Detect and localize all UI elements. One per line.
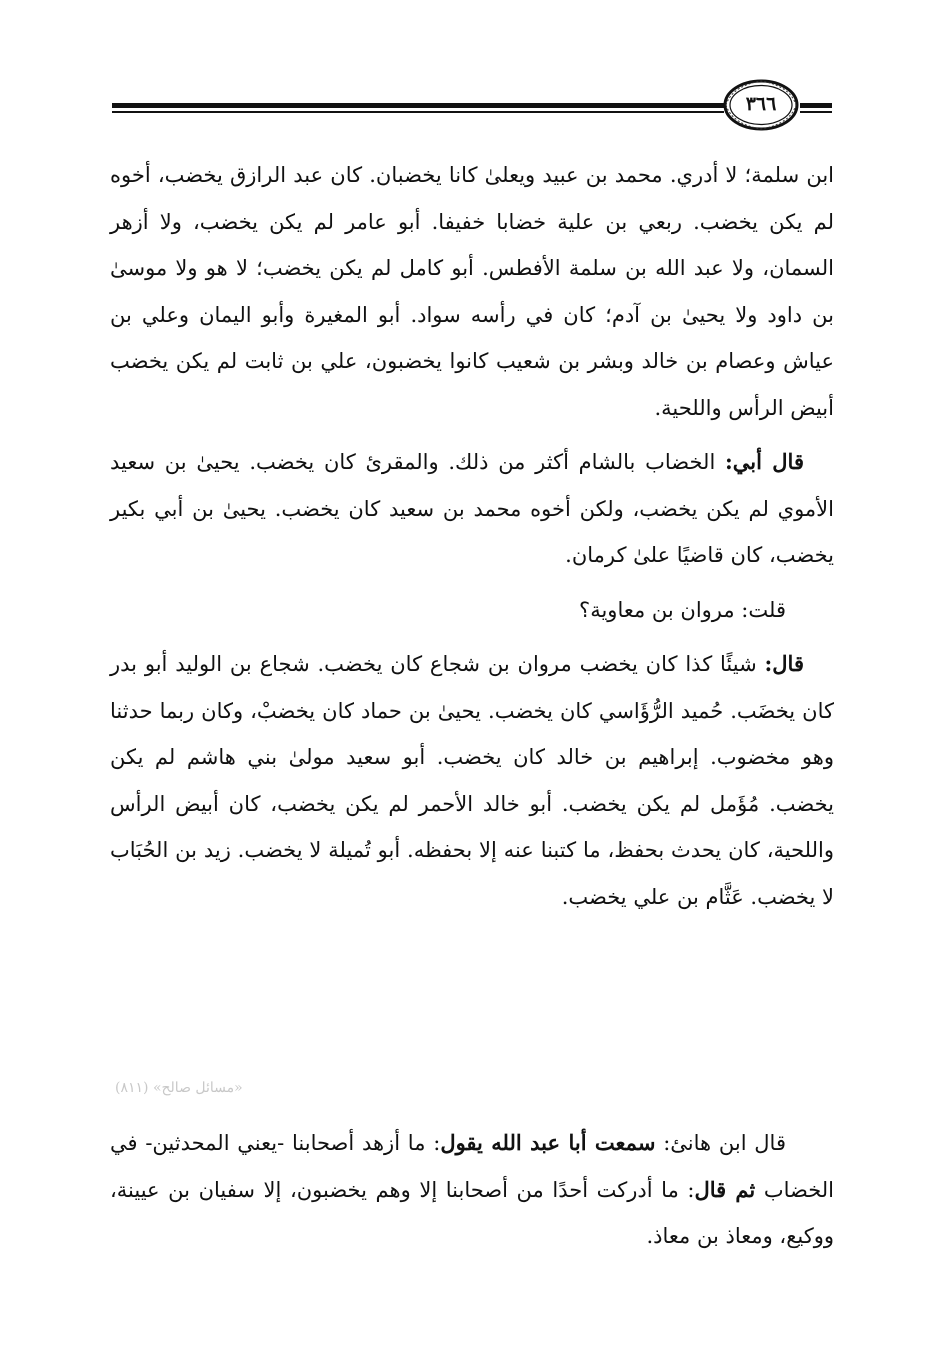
header-rule-right	[800, 103, 832, 108]
paragraph-3-lead: قال:	[764, 651, 804, 676]
paragraph-2-lead: قال أبي:	[725, 449, 804, 474]
page-header	[0, 70, 928, 140]
main-text	[110, 152, 834, 928]
paragraph-2	[110, 439, 834, 579]
paragraph-1-text: ابن سلمة؛ لا أدري. محمد بن عبيد ويعلىٰ كانا يخضبان. كان عبد الرازق يخضب، أخوه لم يكن يخضب. ربعي بن علية خضابا خفيفا. أبو عامر لم يكن يخضب، ولا أزهر السمان، ولا عبد الله بن سلمة الأفطس. أبو كامل لم يكن يخضب؛ لا هو ولا موسىٰ بن داود ولا يحيىٰ بن آدم؛ كان في رأسه سواد. أبو المغيرة وأبو اليمان وعلي بن عياش وعصام بن خالد وبشر بن شعيب كانوا يخضبون، علي بن ثابت لم يكن يخضب أبيض الرأس واللحية.	[110, 163, 834, 420]
paragraph-1	[110, 152, 834, 431]
paragraph-4-bold2: ثم قال	[694, 1176, 756, 1202]
header-rule	[112, 103, 724, 108]
paragraph-4-part1: قال ابن هانئ:	[655, 1131, 786, 1155]
paragraph-4-part2: : ما أزهد أصحابنا -يعني المحدثين- في الخضاب	[110, 1131, 834, 1202]
header-rule-thin	[112, 111, 724, 113]
header-rule-right-thin	[800, 111, 832, 113]
page-number-ornament	[722, 78, 800, 132]
question-line	[110, 587, 834, 634]
paragraph-4	[110, 1120, 834, 1260]
final-text	[110, 1120, 834, 1268]
paragraph-4-part3: : ما أدركت أحدًا من أصحابنا إلا وهم يخضبون، إلا سفيان بن عيينة، ووكيع، ومعاذ بن معاذ.	[110, 1177, 834, 1248]
paragraph-3-text: شيئًا كذا كان يخضب مروان بن شجاع كان يخضب. شجاع بن الوليد أبو بدر كان يخضَب. حُميد الرُّؤَاسي كان يخضب. يحيىٰ بن حماد كان يخضبْ، وكان ربما حدثنا وهو مخضوب. إبراهيم بن خالد كان يخضب. أبو سعيد مولىٰ بني هاشم لم يكن يخضب. مُؤَمل لم يكن يخضب. أبو خالد الأحمر لم يكن يخضب، كان أبيض الرأس واللحية، كان يحدث بحفظ، ما كتبنا عنه إلا بحفظه. أبو تُميلة لا يخضب. زيد بن الحُبَاب لا يخضب. عَثَّام بن علي يخضب.	[110, 652, 835, 909]
paragraph-4-bold1: سمعت أبا عبد الله يقول	[440, 1130, 656, 1155]
source-reference: «مسائل صالح» (٨١١)	[115, 1080, 243, 1096]
paragraph-3	[110, 641, 834, 920]
page-number: ٣٦٦	[745, 93, 777, 115]
paragraph-2-text: الخضاب بالشام أكثر من ذلك. والمقرئ كان يخضب. يحيىٰ بن سعيد الأموي لم يكن يخضب، ولكن أخوه محمد بن سعيد كان يخضب. يحيىٰ بن أبي بكير يخضب، كان قاضيًا علىٰ كرمان.	[110, 450, 834, 567]
question-text: قلت: مروان بن معاوية؟	[579, 597, 786, 622]
